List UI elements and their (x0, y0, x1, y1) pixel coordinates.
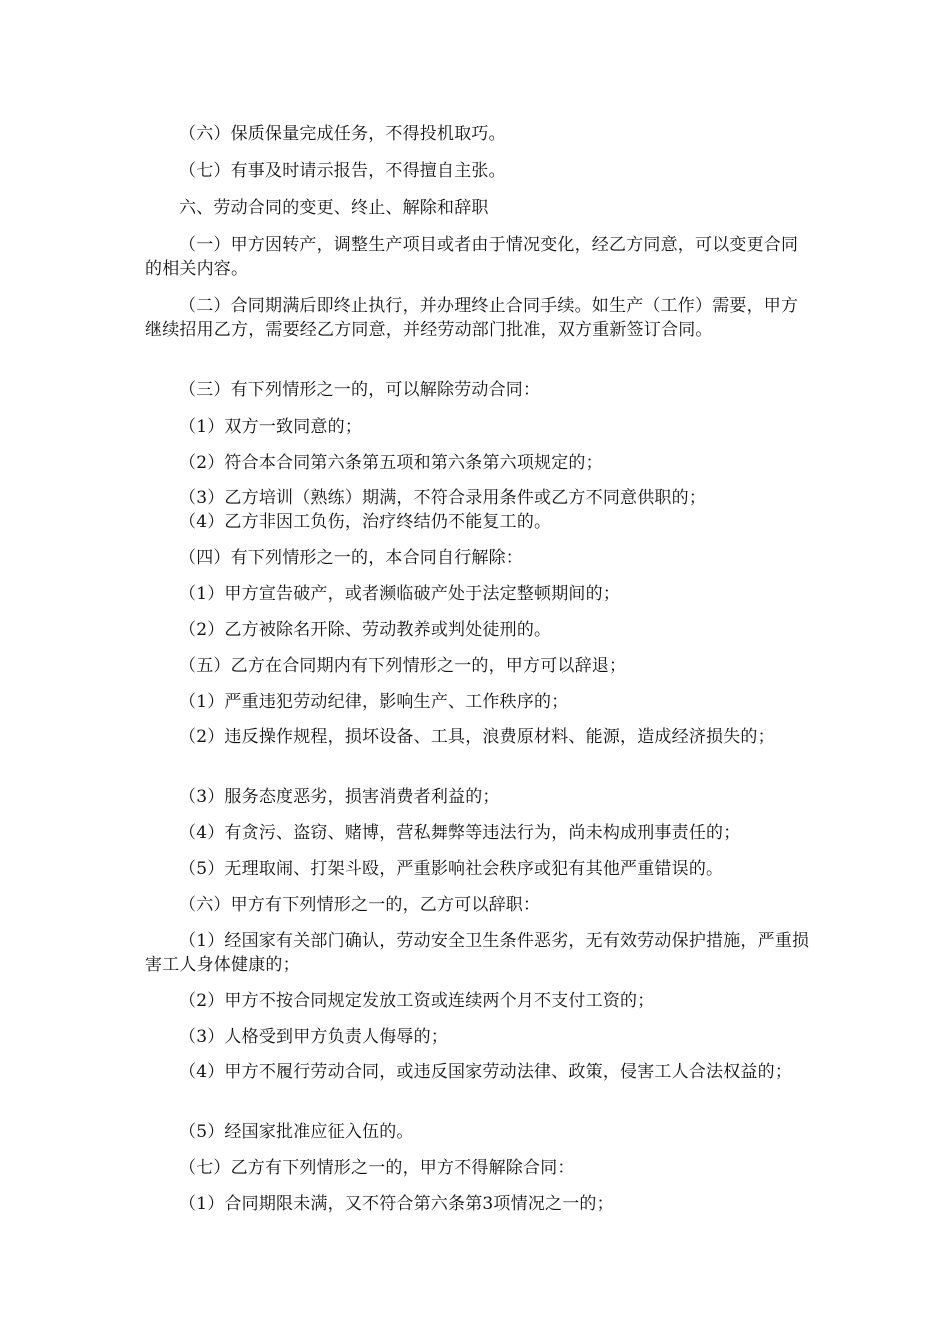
list-item-13: （2）甲方不按合同规定发放工资或连续两个月不支付工资的； (179, 991, 655, 1011)
paragraph-2: （七）有事及时请示报告，不得擅自主张。 (179, 161, 506, 181)
list-item-9: （3）服务态度恶劣，损害消费者利益的； (179, 787, 500, 807)
list-item-15: （4）甲方不履行劳动合同，或违反国家劳动法律、政策，侵害工人合法权益的； (179, 1062, 793, 1082)
paragraph-1: （六）保质保量完成任务，不得投机取巧。 (179, 124, 506, 144)
list-item-8: （2）违反操作规程，损坏设备、工具，浪费原材料、能源，造成经济损失的； (179, 727, 775, 747)
list-item-11: （5）无理取闹、打架斗殴，严重影响社会秩序或犯有其他严重错误的。 (179, 859, 724, 879)
list-item-17: （1）合同期限未满，又不符合第六条第3项情况之一的； (179, 1194, 614, 1214)
list-item-5: （1）甲方宣告破产，或者濒临破产处于法定整顿期间的； (179, 584, 621, 604)
paragraph-8: （六）甲方有下列情形之一的，乙方可以辞职： (179, 895, 541, 915)
list-item-16: （5）经国家批准应征入伍的。 (179, 1122, 414, 1142)
paragraph-3: （一）甲方因转产，调整生产项目或者由于情况变化，经乙方同意，可以变更合同的相关内容。 (145, 235, 799, 279)
section-heading-six: 六、劳动合同的变更、终止、解除和辞职 (179, 198, 489, 218)
list-item-4: （4）乙方非因工负伤，治疗终结仍不能复工的。 (179, 512, 552, 532)
paragraph-5: （三）有下列情形之一的，可以解除劳动合同： (179, 380, 541, 400)
list-item-2: （2）符合本合同第六条第五项和第六条第六项规定的； (179, 453, 603, 473)
paragraph-7: （五）乙方在合同期内有下列情形之一的，甲方可以辞退； (179, 656, 627, 676)
paragraph-4: （二）合同期满后即终止执行，并办理终止合同手续。如生产（工作）需要，甲方继续招用乙方，需要经乙方同意，并经劳动部门批准，双方重新签订合同。 (145, 296, 799, 340)
list-item-6: （2）乙方被除名开除、劳动教养或判处徒刑的。 (179, 620, 552, 640)
list-item-3: （3）乙方培训（熟练）期满，不符合录用条件或乙方不同意供职的； (179, 488, 707, 508)
paragraph-6: （四）有下列情形之一的，本合同自行解除： (179, 548, 523, 568)
list-item-7: （1）严重违犯劳动纪律，影响生产、工作秩序的； (179, 692, 569, 712)
list-item-12: （1）经国家有关部门确认，劳动安全卫生条件恶劣，无有效劳动保护措施，严重损害工人身体健康的； (145, 931, 810, 975)
list-item-1: （1）双方一致同意的； (179, 417, 363, 437)
list-item-10: （4）有贪污、盗窃、赌博，营私舞弊等违法行为，尚未构成刑事责任的； (179, 823, 741, 843)
paragraph-9: （七）乙方有下列情形之一的，甲方不得解除合同： (179, 1158, 575, 1178)
list-item-14: （3）人格受到甲方负责人侮辱的； (179, 1027, 449, 1047)
